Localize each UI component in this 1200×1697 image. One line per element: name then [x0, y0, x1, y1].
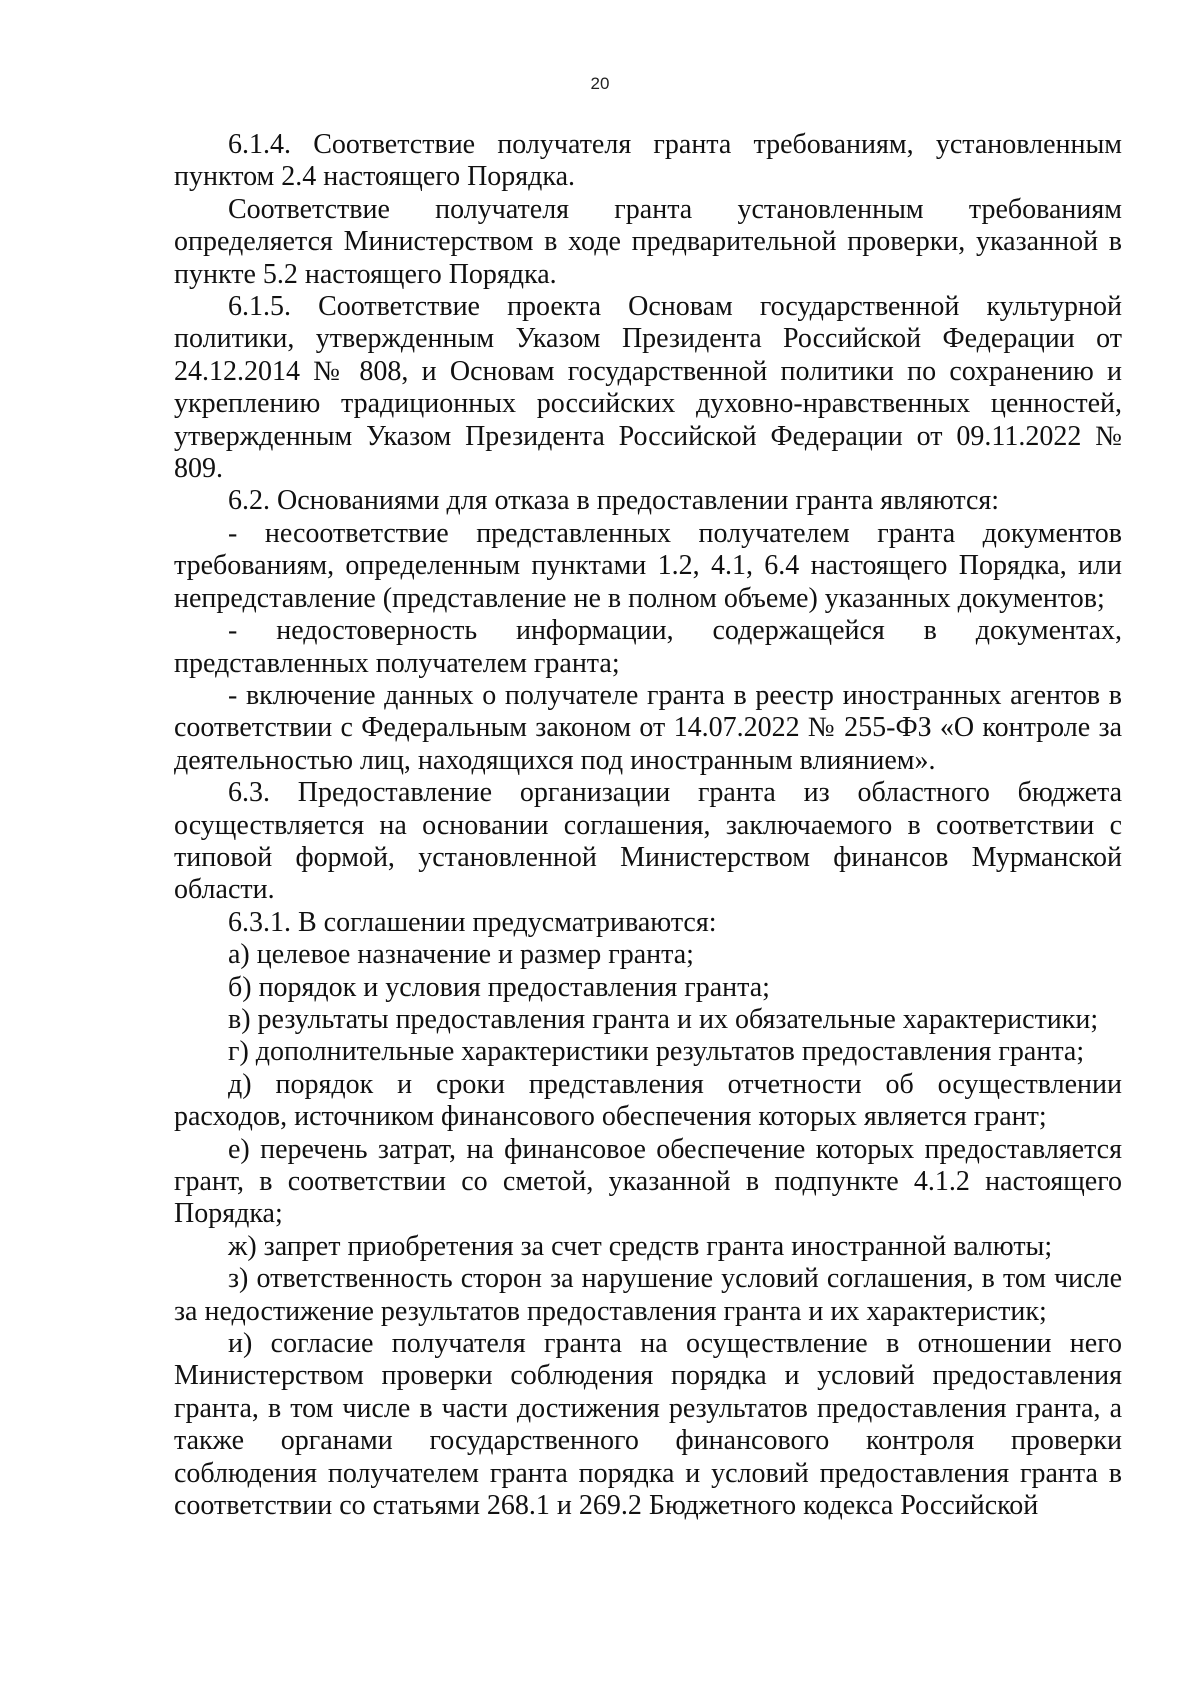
list-item-d: д) порядок и сроки представления отчетности об осуществлении расходов, источником финансового обеспечения которых является грант;	[174, 1068, 1122, 1133]
page-number: 20	[590, 74, 610, 93]
document-body	[174, 129, 1122, 1522]
list-item-refusal-documents: - несоответствие представленных получателем гранта документов требованиям, определенным пунктами 1.2, 4.1, 6.4 настоящего Порядка, или непредставление (представление не в полном объеме) указанных документов;	[174, 517, 1122, 614]
list-item-v: в) результаты предоставления гранта и их обязательные характеристики;	[228, 1003, 1099, 1035]
list-item-i: и) согласие получателя гранта на осуществление в отношении него Министерством проверки соблюдения порядка и условий предоставления гранта, в том числе в части достижения результатов предоставления гранта, а также органами государственного финансового контроля проверки соблюдения получателем гранта порядка и условий предоставления гранта в соответствии со статьями 268.1 и 269.2 Бюджетного кодекса Российской	[174, 1328, 1122, 1522]
paragraph-6-3-1: 6.3.1. В соглашении предусматриваются:	[228, 906, 717, 938]
list-item-a: а) целевое назначение и размер гранта;	[228, 939, 694, 971]
paragraph-compliance-check: Соответствие получателя гранта установленным требованиям определяется Министерством в ходе предварительной проверки, указанной в пункте 5.2 настоящего Порядка.	[174, 193, 1122, 290]
list-item-g: г) дополнительные характеристики результатов предоставления гранта;	[228, 1036, 1085, 1068]
list-item-refusal-foreign-agents: - включение данных о получателе гранта в реестр иностранных агентов в соответствии с Федеральным законом от 14.07.2022 № 255-ФЗ «О контроле за деятельностью лиц, находящихся под иностранным влиянием».	[174, 679, 1122, 776]
list-item-refusal-unreliable-info: - недостоверность информации, содержащейся в документах, представленных получателем гранта;	[174, 615, 1122, 679]
paragraph-6-2: 6.2. Основаниями для отказа в предоставлении гранта являются:	[228, 485, 1000, 517]
list-item-zh: ж) запрет приобретения за счет средств гранта иностранной валюты;	[228, 1230, 1053, 1262]
list-item-b: б) порядок и условия предоставления гранта;	[228, 971, 770, 1003]
paragraph-6-1-4: 6.1.4. Соответствие получателя гранта требованиям, установленным пунктом 2.4 настоящего Порядка.	[174, 129, 1122, 193]
paragraph-6-3: 6.3. Предоставление организации гранта из областного бюджета осуществляется на основании соглашения, заключаемого в соответствии с типовой формой, установленной Министерством финансов Мурманской области.	[174, 777, 1122, 906]
list-item-e: е) перечень затрат, на финансовое обеспечение которых предоставляется грант, в соответствии со сметой, указанной в подпункте 4.1.2 настоящего Порядка;	[174, 1133, 1122, 1230]
list-item-z: з) ответственность сторон за нарушение условий соглашения, в том числе за недостижение результатов предоставления гранта и их характеристик;	[174, 1263, 1122, 1327]
paragraph-6-1-5: 6.1.5. Соответствие проекта Основам государственной культурной политики, утвержденным Указом Президента Российской Федерации от 24.12.2014 № 808, и Основам государственной политики по сохранению и укреплению традиционных российских духовно-нравственных ценностей, утвержденным Указом Президента Российской Федерации от 09.11.2022 № 809.	[174, 291, 1122, 485]
